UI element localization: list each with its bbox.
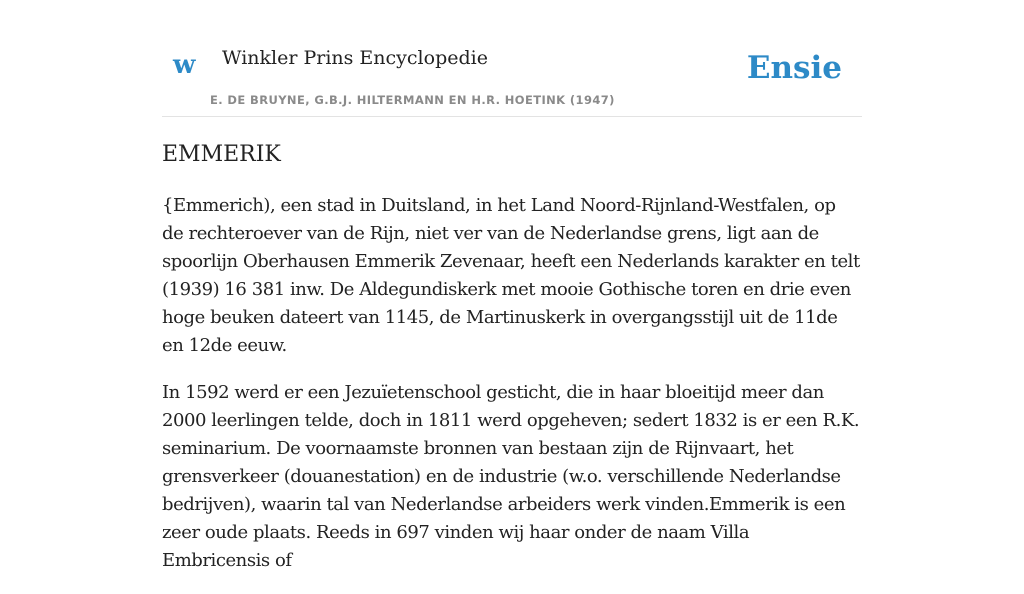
article-body — [162, 140, 862, 594]
source-title[interactable]: Winkler Prins Encyclopedie — [222, 47, 488, 69]
article-title: EMMERIK — [162, 142, 281, 167]
winkler-prins-logo-icon[interactable]: w — [173, 50, 196, 80]
article-paragraph-2: In 1592 werd er een Jezuïetenschool gesticht, die in haar bloeitijd meer dan 2000 leerlingen telde, doch in 1811 werd opgeheven; sedert 1832 is er een R.K. seminarium. De voornaamste bronnen van bestaan zijn de Rijnvaart, het grensverkeer (douanestation) en de industrie (w.o. verschillende Nederlandse bedrijven), waarin tal van Nederlandse arbeiders werk vinden.Emmerik is een zeer oude plaats. Reeds in 697 vinden wij haar onder de naam Villa Embricensis of — [162, 382, 860, 571]
article-paragraph-1: {Emmerich), een stad in Duitsland, in het Land Noord-Rijnland-Westfalen, op de rechteroever van de Rijn, niet ver van de Nederlandse grens, ligt aan de spoorlijn Oberhausen Emmerik Zevenaar, heeft een Nederlands karakter en telt (1939) 16 381 inw. De Aldegundiskerk met mooie Gothische toren en drie even hoge beuken dateert van 1145, de Martinuskerk in overgangsstijl uit de 11de en 12de eeuw. — [162, 195, 860, 356]
ensie-logo[interactable]: Ensie — [746, 50, 842, 86]
source-authors: E. DE BRUYNE, G.B.J. HILTERMANN EN H.R. HOETINK (1947) — [210, 93, 615, 107]
source-header — [162, 40, 862, 117]
